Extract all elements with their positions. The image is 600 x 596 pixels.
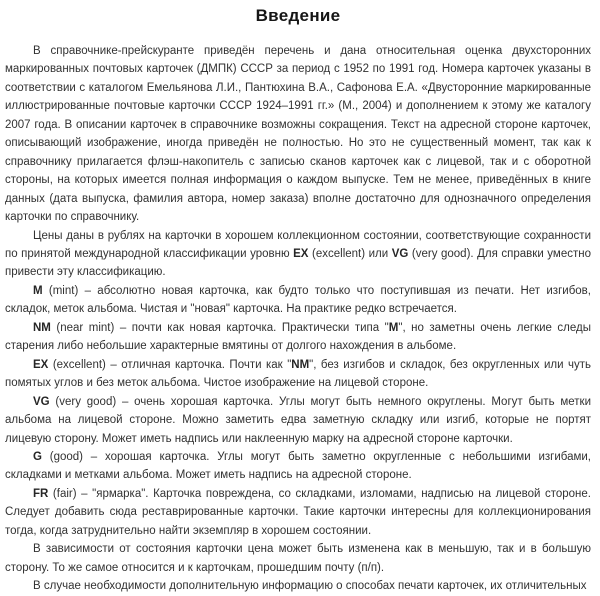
grade-code: M — [388, 321, 399, 334]
paragraph — [5, 356, 591, 393]
paragraph — [5, 577, 591, 595]
paragraph-text: (very good). Для справки уместно привести эту классификацию. — [5, 247, 591, 279]
paragraph-text: (excellent) или — [308, 247, 392, 260]
paragraph-text: В справочнике-прейскуранте приведён перечень и дана относительная оценка двухсторонних маркированных почтовых карточек (ДМПК) СССР за период с 1952 по 1991 год. Номера карточек указаны в соответствии с каталогом Емельянова Л.И., Пантюхина В.А., Сафонова Е.А. «Двусторонние маркированные иллюстрированные почтовые карточки СССР 1924–1991 гг.» (М., 2004) и дополнением к этому же каталогу 2007 года. В описании карточек в справочнике возможны сокращения. Текст на адресной стороне карточек, описывающий изображение, иногда приведён не полностью. Но это не существенный момент, так как к справочнику прилагается флэш-накопитель с записью сканов карточек как с лицевой, так и с оборотной стороны, на которых имеется полная информация о каждом выпуске. Тем не менее, приведённых в книге данных (дата выпуска, фамилия автора, номер заказа) вполне достаточно для однозначного определения карточки по справочнику. — [5, 45, 591, 224]
paragraph — [5, 282, 591, 319]
paragraph-text: (near mint) – почти как новая карточка. Практически типа " — [50, 321, 389, 334]
paragraph-text: ", без изгибов и складок, без округленных или чуть помятых углов и без меток альбома. Чистое изображение на лицевой стороне. — [5, 358, 592, 390]
grade-code: NM — [291, 358, 310, 371]
paragraph — [5, 485, 591, 540]
paragraph-text: (mint) – абсолютно новая карточка, как будто только что поступившая из печати. Нет изгибов, складок, меток альбома. Чистая и "новая" карточка. На практике редко встречается. — [5, 284, 591, 316]
paragraph-text: (fair) – "ярмарка". Карточка повреждена, со складками, изломами, надписью на лицевой стороне. Следует добавить сюда реставрированные карточки. Такие карточки интересны для коллекционирования тогда, когда затруднительно найти экземпляр в хорошем состоянии. — [5, 487, 591, 537]
grade-code: VG — [33, 395, 50, 408]
paragraph-text: (very good) – очень хорошая карточка. Углы могут быть немного округлены. Могут быть метки альбома на лицевой стороне. Можно заметить едва заметную складку или изгиб, которые не портят лицевую сторону. Может иметь надпись или наклеенную марку на адресной стороне карточки. — [5, 395, 591, 445]
paragraph-text: В зависимости от состояния карточки цена может быть изменена как в меньшую, так и в большую сторону. То же самое относится и к карточкам, прошедшим почту (п/п). — [5, 543, 591, 574]
paragraph-text: (excellent) – отличная карточка. Почти как " — [48, 358, 292, 371]
paragraph — [5, 393, 591, 448]
paragraph — [5, 42, 591, 227]
grade-code: NM — [33, 321, 51, 334]
paragraph-text: В случае необходимости дополнительную информацию о способах печати карточек, их отличительных — [33, 580, 587, 593]
paragraph — [5, 227, 591, 282]
paragraph — [5, 319, 591, 356]
grade-code: VG — [391, 247, 409, 260]
grade-code: M — [33, 284, 43, 297]
content — [5, 42, 591, 596]
grade-code: G — [33, 450, 42, 463]
grade-code: FR — [33, 487, 49, 500]
paragraph-text: ", но заметны очень легкие следы старения либо небольшие характерные вмятины от долгого нахождения в альбоме. — [5, 321, 592, 353]
paragraph — [5, 540, 591, 577]
paragraph-text: Цены даны в рублях на карточки в хорошем коллекционном состоянии, соответствующие сохранности по принятой международной классификации уровню — [5, 229, 591, 260]
paragraph-text: (good) – хорошая карточка. Углы могут быть заметно округленные с небольшими изгибами, складками и метками альбома. Может иметь надпись на адресной стороне. — [5, 450, 591, 482]
grade-code: EX — [33, 358, 49, 371]
grade-code: EX — [293, 247, 309, 260]
page-title: Введение — [255, 6, 341, 25]
paragraph — [5, 448, 591, 485]
